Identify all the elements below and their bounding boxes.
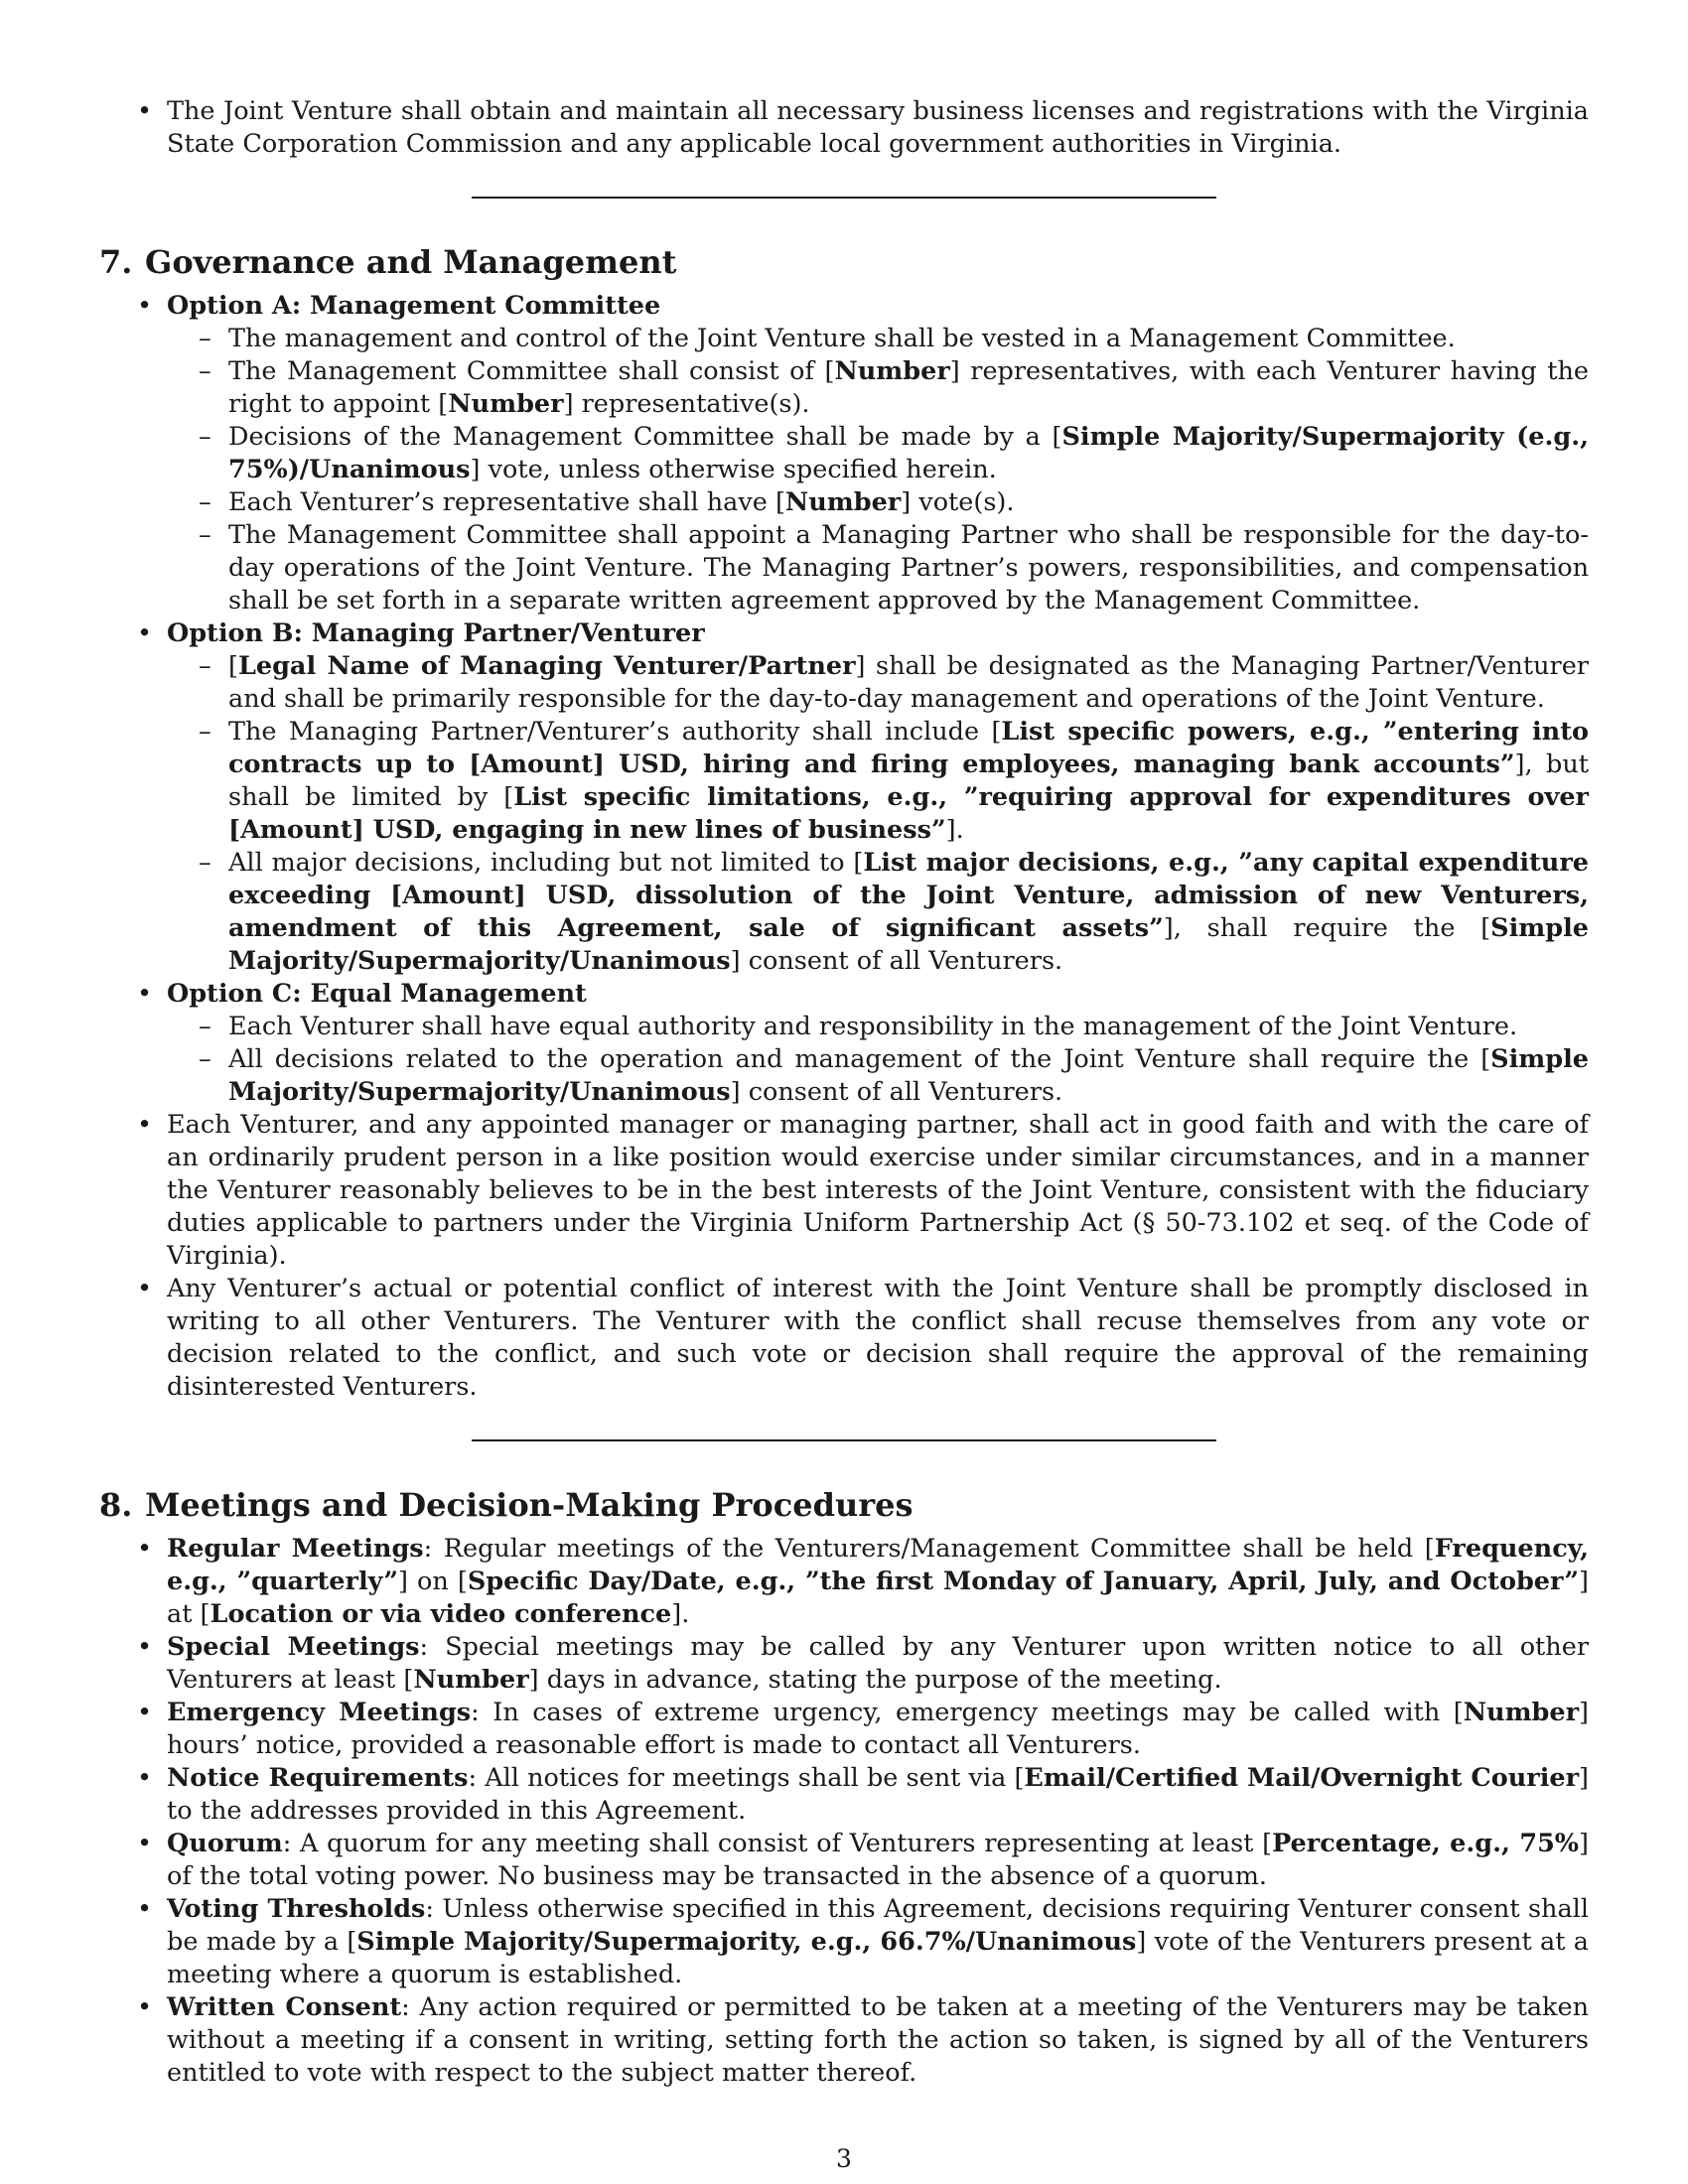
section-divider — [472, 1439, 1216, 1441]
document-page — [99, 95, 1589, 2090]
intro-list — [99, 95, 1589, 161]
section-title: Meetings and Decision-Making Procedures — [145, 1486, 914, 1524]
emergency-meetings-item: • Emergency Meetings: In cases of extreme urgency, emergency meetings may be called with [Number] hours’ notice, provided a reasonable effort is made to contact all Venturers. — [167, 1697, 1589, 1762]
sublist-item: – The management and control of the Joint Venture shall be vested in a Management Committee. — [228, 323, 1589, 355]
written-consent-item: • Written Consent: Any action required or permitted to be taken at a meeting of the Venturers may be taken without a meeting if a consent in writing, setting forth the action so taken, is signed by all of the Venturers entitled to vote with respect to the subject matter thereof. — [167, 1991, 1589, 2090]
option-a-item — [167, 290, 1589, 617]
sublist-item: – All major decisions, including but not limited to [List major decisions, e.g., ”any capital expenditure exceeding [Amount] USD, dissolution of the Joint Venture, admission of new Venturers, amendment of this Agreement, sale of significant assets”], shall require the [Simple Majority/Supermajority/Unanimous] consent of all Venturers. — [228, 847, 1589, 978]
quorum-item: • Quorum: A quorum for any meeting shall consist of Venturers representing at least [Percentage, e.g., 75%] of the total voting power. No business may be transacted in the absence of a quorum. — [167, 1828, 1589, 1893]
section-8-list — [99, 1533, 1589, 2090]
option-b-item — [167, 617, 1589, 978]
sublist-item: – [Legal Name of Managing Venturer/Partner] shall be designated as the Managing Partner/Venturer and shall be primarily responsible for the day-to-day management and operations of the Joint Venture. — [228, 650, 1589, 716]
section-7-heading — [99, 242, 1589, 282]
sublist-item: – The Management Committee shall appoint a Managing Partner who shall be responsible for the day-to-day operations of the Joint Venture. The Managing Partner’s powers, responsibilities, and compensation shall be set forth in a separate written agreement approved by the Management Committee. — [228, 519, 1589, 617]
sublist-item: – Each Venturer’s representative shall have [Number] vote(s). — [228, 486, 1589, 519]
option-a-label: Option A: Management Committee — [167, 291, 661, 321]
sublist-item: – Each Venturer shall have equal authority and responsibility in the management of the Joint Venture. — [228, 1011, 1589, 1043]
section-title: Governance and Management — [145, 243, 677, 281]
fiduciary-duty-item: • Each Venturer, and any appointed manager or managing partner, shall act in good faith and with the care of an ordinarily prudent person in a like position would exercise under similar circumstances, and in a manner the Venturer reasonably believes to be in the best interests of the Joint Venture, consistent with the fiduciary duties applicable to partners under the Virginia Uniform Partnership Act (§ 50-73.102 et seq. of the Code of Virginia). — [167, 1109, 1589, 1273]
option-b-label: Option B: Managing Partner/Venturer — [167, 618, 705, 648]
sublist-item: – The Management Committee shall consist of [Number] representatives, with each Venturer having the right to appoint [Number] representative(s). — [228, 355, 1589, 421]
option-c-sublist — [167, 1011, 1589, 1109]
section-8-heading — [99, 1485, 1589, 1525]
conflict-of-interest-item: • Any Venturer’s actual or potential conflict of interest with the Joint Venture shall be promptly disclosed in writing to all other Venturers. The Venturer with the conflict shall recuse themselves from any vote or decision related to the conflict, and such vote or decision shall require the approval of the remaining disinterested Venturers. — [167, 1273, 1589, 1404]
option-b-sublist — [167, 650, 1589, 978]
list-item-licenses: • The Joint Venture shall obtain and maintain all necessary business licenses and registrations with the Virginia State Corporation Commission and any applicable local government authorities in Virginia. — [167, 95, 1589, 161]
section-number: 7. — [99, 243, 133, 281]
page-number: 3 — [836, 2144, 852, 2173]
section-7-list — [99, 290, 1589, 1404]
regular-meetings-item: • Regular Meetings: Regular meetings of the Venturers/Management Committee shall be held [Frequency, e.g., ”quarterly”] on [Specific Day/Date, e.g., ”the first Monday of January, April, July, and October”] at [Location or via video conference]. — [167, 1533, 1589, 1631]
option-c-item — [167, 978, 1589, 1109]
notice-requirements-item: • Notice Requirements: All notices for meetings shall be sent via [Email/Certified Mail/Overnight Courier] to the addresses provided in this Agreement. — [167, 1762, 1589, 1828]
voting-thresholds-item: • Voting Thresholds: Unless otherwise specified in this Agreement, decisions requiring Venturer consent shall be made by a [Simple Majority/Supermajority, e.g., 66.7%/Unanimous] vote of the Venturers present at a meeting where a quorum is established. — [167, 1893, 1589, 1991]
sublist-item: – Decisions of the Management Committee shall be made by a [Simple Majority/Supermajority (e.g., 75%)/Unanimous] vote, unless otherwise specified herein. — [228, 421, 1589, 486]
sublist-item: – The Managing Partner/Venturer’s authority shall include [List specific powers, e.g., ”entering into contracts up to [Amount] USD, hiring and firing employees, managing bank accounts”], but shall be limited by [List specific limitations, e.g., ”requiring approval for expenditures over [Amount] USD, engaging in new lines of business”]. — [228, 716, 1589, 847]
section-divider — [472, 197, 1216, 199]
special-meetings-item: • Special Meetings: Special meetings may be called by any Venturer upon written notice to all other Venturers at least [Number] days in advance, stating the purpose of the meeting. — [167, 1631, 1589, 1697]
option-a-sublist — [167, 323, 1589, 617]
sublist-item: – All decisions related to the operation and management of the Joint Venture shall require the [Simple Majority/Supermajority/Unanimous] consent of all Venturers. — [228, 1043, 1589, 1109]
section-number: 8. — [99, 1486, 133, 1524]
option-c-label: Option C: Equal Management — [167, 979, 587, 1009]
